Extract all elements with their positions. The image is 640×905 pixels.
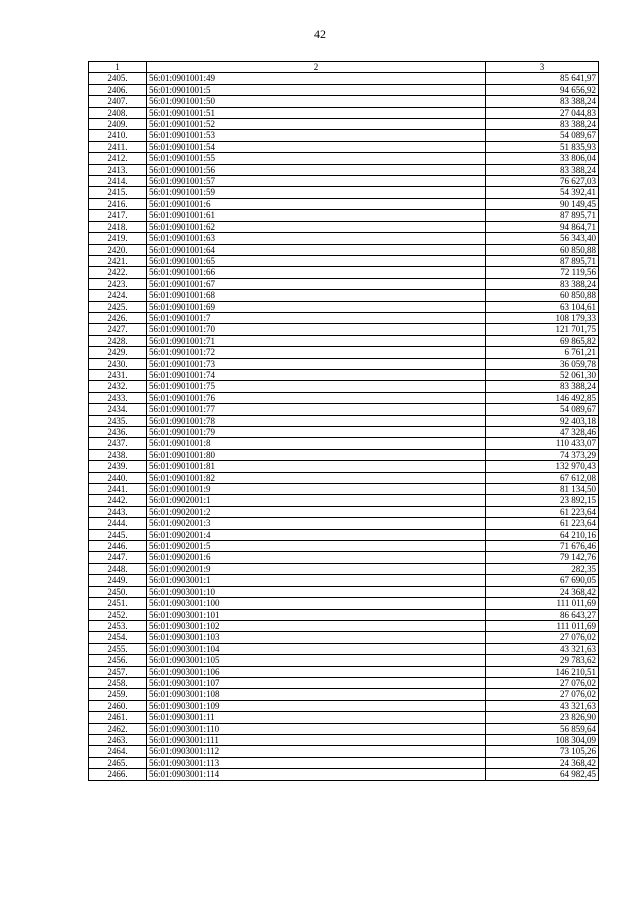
row-number: 2453. [89,620,147,631]
table-row [89,119,599,130]
cadastral-number: 56:01:0903001:110 [147,723,486,734]
cadastral-value: 110 433,07 [486,438,599,449]
table-row [89,689,599,700]
cadastral-value: 56 859,64 [486,723,599,734]
row-number: 2460. [89,700,147,711]
cadastral-value: 79 142,76 [486,552,599,563]
table-row [89,529,599,540]
cadastral-number: 56:01:0901001:64 [147,244,486,255]
table-row [89,484,599,495]
table-row [89,666,599,677]
row-number: 2444. [89,518,147,529]
cadastral-value: 85 641,97 [486,73,599,84]
table-row [89,198,599,209]
row-number: 2440. [89,472,147,483]
cadastral-number: 56:01:0901001:71 [147,335,486,346]
row-number: 2422. [89,267,147,278]
cadastral-value: 111 011,69 [486,620,599,631]
cadastral-number: 56:01:0901001:63 [147,233,486,244]
row-number: 2406. [89,84,147,95]
cadastral-value: 56 343,40 [486,233,599,244]
table-row [89,358,599,369]
cadastral-number: 56:01:0902001:5 [147,541,486,552]
table-row [89,392,599,403]
column-header-1: 1 [89,62,147,73]
row-number: 2423. [89,278,147,289]
row-number: 2435. [89,415,147,426]
cadastral-value: 64 982,45 [486,769,599,780]
row-number: 2438. [89,449,147,460]
cadastral-value: 47 328,46 [486,427,599,438]
table-row [89,73,599,84]
column-header-2: 2 [147,62,486,73]
table-row [89,769,599,780]
row-number: 2425. [89,301,147,312]
cadastral-value: 60 850,88 [486,290,599,301]
row-number: 2432. [89,381,147,392]
cadastral-number: 56:01:0901001:69 [147,301,486,312]
table-row [89,757,599,768]
row-number: 2457. [89,666,147,677]
cadastral-value: 27 076,02 [486,632,599,643]
cadastral-value: 92 403,18 [486,415,599,426]
table-row [89,415,599,426]
cadastral-value: 121 701,75 [486,324,599,335]
cadastral-number: 56:01:0901001:50 [147,96,486,107]
row-number: 2409. [89,119,147,130]
cadastral-number: 56:01:0901001:51 [147,107,486,118]
row-number: 2431. [89,369,147,380]
row-number: 2462. [89,723,147,734]
cadastral-number: 56:01:0901001:79 [147,427,486,438]
row-number: 2410. [89,130,147,141]
column-header-3: 3 [486,62,599,73]
row-number: 2428. [89,335,147,346]
row-number: 2408. [89,107,147,118]
cadastral-number: 56:01:0901001:82 [147,472,486,483]
cadastral-value: 146 492,85 [486,392,599,403]
table-row [89,427,599,438]
cadastral-value: 72 119,56 [486,267,599,278]
table-row [89,210,599,221]
cadastral-number: 56:01:0901001:53 [147,130,486,141]
table-row [89,746,599,757]
row-number: 2430. [89,358,147,369]
table-row [89,164,599,175]
table-row [89,655,599,666]
cadastral-value: 69 865,82 [486,335,599,346]
cadastral-number: 56:01:0902001:2 [147,506,486,517]
cadastral-number: 56:01:0901001:78 [147,415,486,426]
row-number: 2450. [89,586,147,597]
cadastral-number: 56:01:0901001:70 [147,324,486,335]
cadastral-number: 56:01:0901001:55 [147,153,486,164]
table-row [89,187,599,198]
table-row [89,278,599,289]
cadastral-value: 90 149,45 [486,198,599,209]
table-row [89,552,599,563]
table-row [89,586,599,597]
table-row [89,221,599,232]
cadastral-number: 56:01:0901001:75 [147,381,486,392]
cadastral-value: 71 676,46 [486,541,599,552]
table-row [89,267,599,278]
row-number: 2461. [89,712,147,723]
row-number: 2459. [89,689,147,700]
row-number: 2417. [89,210,147,221]
row-number: 2445. [89,529,147,540]
row-number: 2447. [89,552,147,563]
row-number: 2429. [89,347,147,358]
row-number: 2426. [89,312,147,323]
cadastral-number: 56:01:0901001:54 [147,141,486,152]
table-row [89,506,599,517]
table-row [89,244,599,255]
cadastral-value: 63 104,61 [486,301,599,312]
table-row [89,598,599,609]
table-row [89,461,599,472]
row-number: 2458. [89,677,147,688]
cadastral-value: 27 076,02 [486,689,599,700]
cadastral-value: 74 373,29 [486,449,599,460]
table-row [89,575,599,586]
cadastral-number: 56:01:0903001:105 [147,655,486,666]
cadastral-value: 81 134,50 [486,484,599,495]
cadastral-number: 56:01:0903001:11 [147,712,486,723]
cadastral-number: 56:01:0901001:59 [147,187,486,198]
table-row [89,677,599,688]
cadastral-value: 146 210,51 [486,666,599,677]
cadastral-number: 56:01:0903001:102 [147,620,486,631]
cadastral-value: 61 223,64 [486,518,599,529]
cadastral-value: 67 612,08 [486,472,599,483]
table-row [89,233,599,244]
table-row [89,632,599,643]
cadastral-value: 76 627,03 [486,176,599,187]
row-number: 2451. [89,598,147,609]
cadastral-number: 56:01:0902001:3 [147,518,486,529]
cadastral-value: 83 388,24 [486,164,599,175]
cadastral-value: 52 061,30 [486,369,599,380]
cadastral-number: 56:01:0903001:101 [147,609,486,620]
table-row [89,324,599,335]
cadastral-value: 43 321,63 [486,700,599,711]
row-number: 2465. [89,757,147,768]
cadastral-number: 56:01:0903001:109 [147,700,486,711]
row-number: 2439. [89,461,147,472]
cadastral-value: 36 059,78 [486,358,599,369]
cadastral-value: 51 835,93 [486,141,599,152]
table-row [89,518,599,529]
cadastral-number: 56:01:0903001:103 [147,632,486,643]
cadastral-number: 56:01:0903001:10 [147,586,486,597]
row-number: 2434. [89,404,147,415]
cadastral-number: 56:01:0903001:106 [147,666,486,677]
cadastral-number: 56:01:0903001:104 [147,643,486,654]
cadastral-number: 56:01:0901001:6 [147,198,486,209]
cadastral-value: 23 826,90 [486,712,599,723]
row-number: 2414. [89,176,147,187]
page-number: 42 [314,27,326,41]
cadastral-number: 56:01:0901001:62 [147,221,486,232]
cadastral-value: 27 076,02 [486,677,599,688]
row-number: 2424. [89,290,147,301]
cadastral-value: 23 892,15 [486,495,599,506]
row-number: 2427. [89,324,147,335]
cadastral-number: 56:01:0901001:73 [147,358,486,369]
cadastral-value: 108 179,33 [486,312,599,323]
cadastral-value: 33 806,04 [486,153,599,164]
cadastral-value: 132 970,43 [486,461,599,472]
cadastral-value: 61 223,64 [486,506,599,517]
row-number: 2416. [89,198,147,209]
row-number: 2448. [89,563,147,574]
row-number: 2418. [89,221,147,232]
row-number: 2464. [89,746,147,757]
cadastral-number: 56:01:0903001:114 [147,769,486,780]
cadastral-value: 94 656,92 [486,84,599,95]
row-number: 2413. [89,164,147,175]
cadastral-number: 56:01:0903001:1 [147,575,486,586]
cadastral-number: 56:01:0902001:9 [147,563,486,574]
cadastral-value: 94 864,71 [486,221,599,232]
cadastral-number: 56:01:0903001:107 [147,677,486,688]
cadastral-value: 108 304,09 [486,734,599,745]
row-number: 2436. [89,427,147,438]
cadastral-value: 83 388,24 [486,96,599,107]
cadastral-value: 73 105,26 [486,746,599,757]
cadastral-number: 56:01:0901001:8 [147,438,486,449]
cadastral-number: 56:01:0901001:61 [147,210,486,221]
cadastral-number: 56:01:0901001:68 [147,290,486,301]
cadastral-number: 56:01:0903001:108 [147,689,486,700]
cadastral-number: 56:01:0902001:1 [147,495,486,506]
row-number: 2421. [89,255,147,266]
cadastral-number: 56:01:0901001:57 [147,176,486,187]
cadastral-number: 56:01:0902001:4 [147,529,486,540]
row-number: 2407. [89,96,147,107]
table-row [89,141,599,152]
table-row [89,176,599,187]
table-row [89,620,599,631]
cadastral-value: 64 210,16 [486,529,599,540]
cadastral-value-table [88,61,599,781]
cadastral-number: 56:01:0901001:66 [147,267,486,278]
cadastral-value: 67 690,05 [486,575,599,586]
table-row [89,347,599,358]
table-row [89,107,599,118]
cadastral-number: 56:01:0901001:77 [147,404,486,415]
cadastral-number: 56:01:0903001:113 [147,757,486,768]
cadastral-value: 24 368,42 [486,757,599,768]
table-row [89,335,599,346]
table-row [89,541,599,552]
cadastral-value: 87 895,71 [486,255,599,266]
row-number: 2454. [89,632,147,643]
table-row [89,369,599,380]
cadastral-value: 29 783,62 [486,655,599,666]
row-number: 2437. [89,438,147,449]
cadastral-number: 56:01:0901001:7 [147,312,486,323]
table-row [89,290,599,301]
cadastral-value: 27 044,83 [486,107,599,118]
table-row [89,130,599,141]
row-number: 2441. [89,484,147,495]
cadastral-value: 54 089,67 [486,130,599,141]
table-row [89,96,599,107]
cadastral-number: 56:01:0901001:5 [147,84,486,95]
row-number: 2433. [89,392,147,403]
row-number: 2442. [89,495,147,506]
cadastral-number: 56:01:0901001:67 [147,278,486,289]
cadastral-number: 56:01:0901001:9 [147,484,486,495]
table-row [89,495,599,506]
cadastral-value: 87 895,71 [486,210,599,221]
row-number: 2449. [89,575,147,586]
row-number: 2405. [89,73,147,84]
table-row [89,153,599,164]
table-row [89,381,599,392]
cadastral-number: 56:01:0901001:81 [147,461,486,472]
cadastral-value: 83 388,24 [486,119,599,130]
cadastral-number: 56:01:0903001:112 [147,746,486,757]
table-row [89,472,599,483]
row-number: 2443. [89,506,147,517]
cadastral-number: 56:01:0901001:65 [147,255,486,266]
cadastral-number: 56:01:0901001:72 [147,347,486,358]
row-number: 2455. [89,643,147,654]
cadastral-value: 60 850,88 [486,244,599,255]
table-row [89,563,599,574]
table-header-row [89,62,599,73]
row-number: 2463. [89,734,147,745]
table-row [89,301,599,312]
row-number: 2420. [89,244,147,255]
table-row [89,712,599,723]
table-row [89,723,599,734]
table-row [89,84,599,95]
table-row [89,404,599,415]
row-number: 2419. [89,233,147,244]
row-number: 2456. [89,655,147,666]
table-row [89,255,599,266]
cadastral-number: 56:01:0901001:76 [147,392,486,403]
table-row [89,643,599,654]
table-row [89,312,599,323]
row-number: 2412. [89,153,147,164]
cadastral-value: 43 321,63 [486,643,599,654]
cadastral-number: 56:01:0901001:80 [147,449,486,460]
cadastral-number: 56:01:0903001:100 [147,598,486,609]
cadastral-number: 56:01:0901001:49 [147,73,486,84]
cadastral-number: 56:01:0901001:56 [147,164,486,175]
table-row [89,700,599,711]
cadastral-value: 83 388,24 [486,381,599,392]
table-row [89,449,599,460]
cadastral-value: 54 089,67 [486,404,599,415]
cadastral-number: 56:01:0901001:74 [147,369,486,380]
cadastral-value: 111 011,69 [486,598,599,609]
row-number: 2411. [89,141,147,152]
cadastral-value: 86 643,27 [486,609,599,620]
cadastral-number: 56:01:0901001:52 [147,119,486,130]
cadastral-value: 54 392,41 [486,187,599,198]
row-number: 2446. [89,541,147,552]
row-number: 2415. [89,187,147,198]
table-row [89,734,599,745]
row-number: 2452. [89,609,147,620]
row-number: 2466. [89,769,147,780]
table-row [89,438,599,449]
cadastral-value: 282,35 [486,563,599,574]
cadastral-number: 56:01:0902001:6 [147,552,486,563]
cadastral-value: 24 368,42 [486,586,599,597]
cadastral-value: 83 388,24 [486,278,599,289]
cadastral-number: 56:01:0903001:111 [147,734,486,745]
cadastral-value: 6 761,21 [486,347,599,358]
table-row [89,609,599,620]
